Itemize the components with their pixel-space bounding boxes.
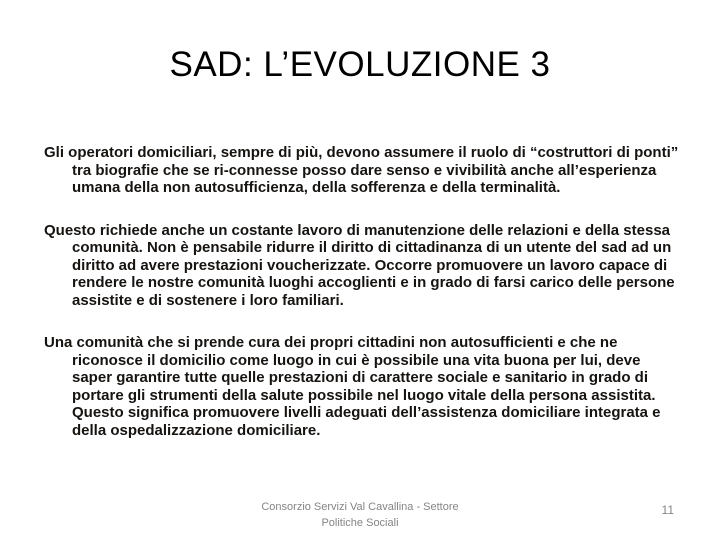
body-paragraph-3: Una comunità che si prende cura dei propri cittadini non autosufficienti e che ne riconosce il domicilio come luogo in cui è possibile una vita buona per lui, deve saper garantire tutte quelle prestazioni di carattere sociale e sanitario in grado di portare gli strumenti della salute possibile nel luogo vitale della persona assistita. Questo significa promuovere livelli adeguati dell’assistenza domiciliare integrata e della ospedalizzazione domiciliare. [44,334,661,439]
footer-text: Consorzio Servizi Val Cavallina - Settore Politiche Sociali [261,501,459,529]
slide-body [44,144,684,464]
page-number: 11 [661,503,674,517]
slide-title: SAD: L’EVOLUZIONE 3 [169,45,551,84]
body-paragraph-1: Gli operatori domiciliari, sempre di più, devono assumere il ruolo di “costruttori di ponti” tra biografie che se ri-connesse posso dare senso e vivibilità anche all’esperienza umana della non autosufficienza, della sofferenza e della terminalità. [44,144,679,196]
body-paragraph-2: Questo richiede anche un costante lavoro di manutenzione delle relazioni e della stessa comunità. Non è pensabile ridurre il diritto di cittadinanza di un utente del sad ad un diritto ad avere prestazioni voucherizzate. Occorre promuovere un lavoro capace di rendere le nostre comunità luoghi accoglienti e in grado di farsi carico delle persone assistite e di sostenere i loro familiari. [44,221,675,309]
